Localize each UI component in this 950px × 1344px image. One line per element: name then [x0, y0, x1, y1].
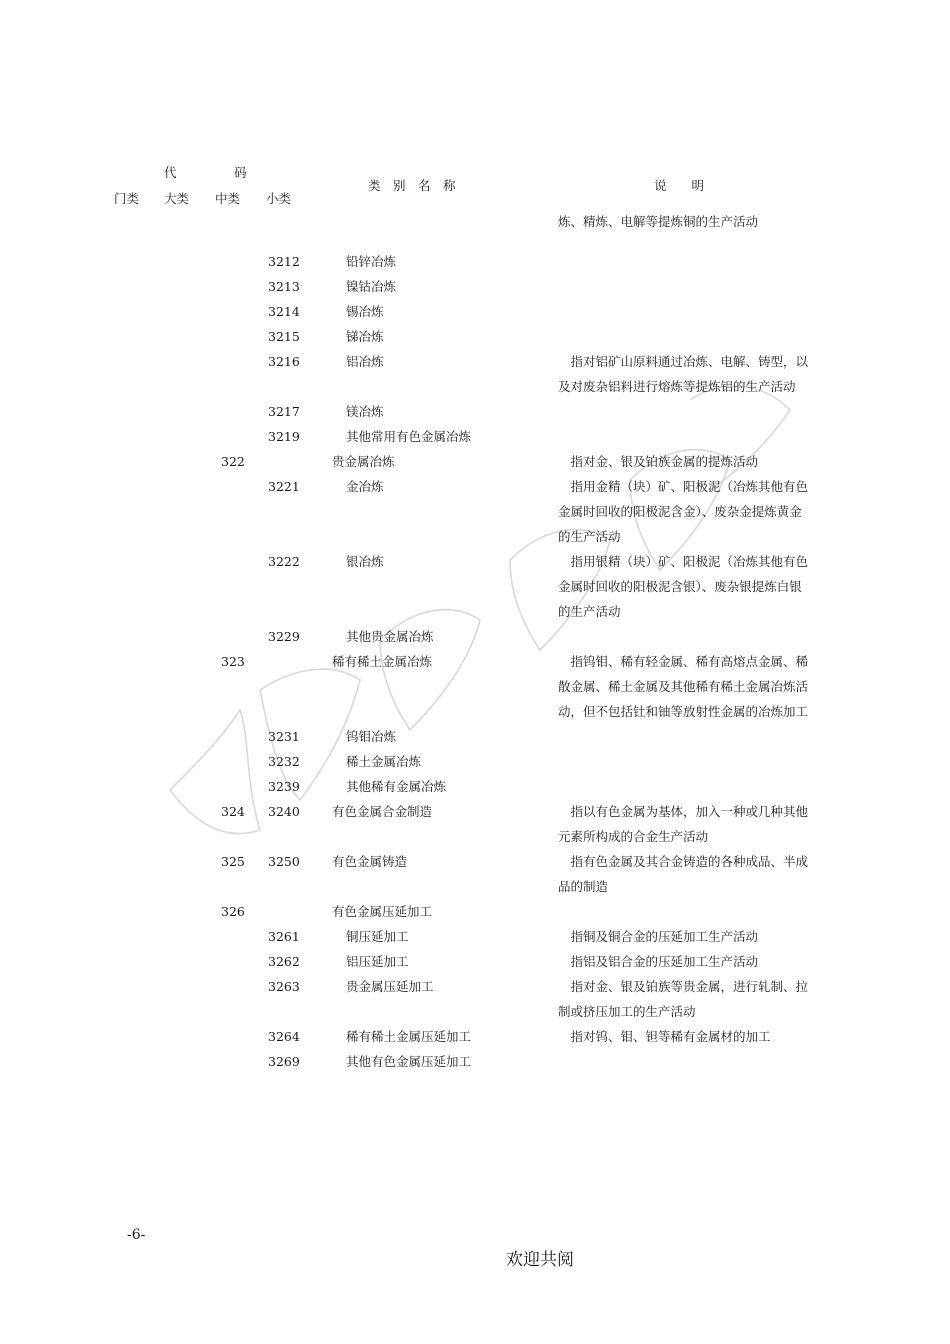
category-description [558, 449, 820, 474]
category-name: 金冶炼 [346, 479, 384, 494]
small-category-code: 3221 [268, 479, 300, 494]
small-category-code: 3212 [268, 254, 300, 269]
category-name: 稀有稀土金属压延加工 [346, 1029, 472, 1044]
category-name: 铅锌冶炼 [346, 254, 397, 269]
category-name: 其他稀有金属冶炼 [346, 779, 447, 794]
description-line: 指铜及铜合金的压延加工生产活动 [558, 929, 759, 944]
description-line: 品的制造 [558, 879, 609, 894]
description-line: 指铝及铝合金的压延加工生产活动 [558, 954, 759, 969]
description-line: 指对金、银及铂族等贵金属，进行轧制、拉 [558, 979, 809, 994]
category-name: 贵金属冶炼 [332, 454, 395, 469]
small-category-code: 3231 [268, 729, 300, 744]
category-description [558, 849, 820, 899]
table-row [0, 450, 950, 475]
description-line: 散金属、稀土金属及其他稀有稀土金属冶炼活 [558, 679, 809, 694]
category-description [558, 949, 820, 974]
small-category-code: 3264 [268, 1029, 300, 1044]
small-category-code: 3213 [268, 279, 300, 294]
mid-category-code: 322 [221, 454, 245, 469]
category-name: 铝压延加工 [346, 954, 409, 969]
description-line: 制或挤压加工的生产活动 [558, 1004, 696, 1019]
mid-category-code: 323 [221, 654, 245, 669]
category-name: 铜压延加工 [346, 929, 409, 944]
description-line: 动，但不包括钍和铀等放射性金属的冶炼加工 [558, 704, 809, 719]
description-line: 指对铝矿山原料通过冶炼、电解、铸型，以 [558, 354, 809, 369]
description-line: 指对钨、钼、钽等稀有金属材的加工 [558, 1029, 771, 1044]
category-name: 稀有稀土金属冶炼 [332, 654, 433, 669]
category-name: 钨钼冶炼 [346, 729, 397, 744]
category-name: 锡冶炼 [346, 304, 384, 319]
category-name: 有色金属压延加工 [332, 904, 433, 919]
table-row [0, 775, 950, 800]
category-description [558, 924, 820, 949]
small-category-code: 3214 [268, 304, 300, 319]
description-line: 指以有色金属为基体，加入一种或几种其他 [558, 804, 809, 819]
small-category-code: 3239 [268, 779, 300, 794]
category-name: 镁冶炼 [346, 404, 384, 419]
table-row [0, 800, 950, 844]
table-row [0, 950, 950, 975]
small-category-code: 3263 [268, 979, 300, 994]
header-description: 说 明 [654, 178, 705, 193]
category-name: 镍钴冶炼 [346, 279, 397, 294]
table-row [0, 900, 950, 925]
description-line: 及对废杂铝料进行熔炼等提炼铝的生产活动 [558, 379, 796, 394]
description-line: 元素所构成的合金生产活动 [558, 829, 709, 844]
description-line: 指用金精（块）矿、阳极泥（冶炼其他有色 [558, 479, 809, 494]
table-row [0, 625, 950, 650]
table-row [0, 975, 950, 1019]
description-line: 指钨钼、稀有轻金属、稀有高熔点金属、稀 [558, 654, 809, 669]
header-dalei: 大类 [164, 191, 190, 206]
small-category-code: 3250 [268, 854, 300, 869]
category-name: 稀土金属冶炼 [346, 754, 422, 769]
category-name: 贵金属压延加工 [346, 979, 434, 994]
description-line: 的生产活动 [558, 529, 621, 544]
category-name: 铝冶炼 [346, 354, 384, 369]
table-row [0, 425, 950, 450]
table-row [0, 300, 950, 325]
header-category-name: 类 别 名 称 [368, 178, 456, 193]
category-description [558, 974, 820, 1024]
category-name: 其他常用有色金属冶炼 [346, 429, 472, 444]
header-xiaolei: 小类 [266, 191, 292, 206]
category-name: 银冶炼 [346, 554, 384, 569]
small-category-code: 3269 [268, 1054, 300, 1069]
category-description [558, 349, 820, 399]
table-row [0, 275, 950, 300]
mid-category-code: 326 [221, 904, 245, 919]
small-category-code: 3262 [268, 954, 300, 969]
header-zhonglei: 中类 [215, 191, 241, 206]
category-name: 其他贵金属冶炼 [346, 629, 434, 644]
header-menlei: 门类 [114, 191, 140, 206]
small-category-code: 3217 [268, 404, 300, 419]
footer-welcome-text: 欢迎共阅 [506, 1250, 574, 1270]
table-row [0, 550, 950, 619]
mid-category-code: 325 [221, 854, 245, 869]
description-line: 金属时回收的阳极泥含金）、废杂金提炼黄金 [558, 504, 802, 519]
category-name: 有色金属铸造 [332, 854, 408, 869]
header-code-char-2: 码 [234, 165, 247, 180]
page-number: -6- [127, 1227, 146, 1243]
small-category-code: 3215 [268, 329, 300, 344]
small-category-code: 3216 [268, 354, 300, 369]
category-name: 锑冶炼 [346, 329, 384, 344]
category-description [558, 474, 820, 549]
table-row [0, 725, 950, 750]
table-row [0, 400, 950, 425]
small-category-code: 3261 [268, 929, 300, 944]
table-row [0, 1025, 950, 1050]
small-category-code: 3240 [268, 804, 300, 819]
category-description [558, 549, 820, 624]
table-row [0, 475, 950, 544]
small-category-code: 3222 [268, 554, 300, 569]
table-row [0, 850, 950, 894]
header-code-char-1: 代 [164, 165, 177, 180]
category-description [558, 649, 820, 724]
description-line: 指对金、银及铂族金属的提炼活动 [558, 454, 759, 469]
description-line: 的生产活动 [558, 604, 621, 619]
table-row [0, 650, 950, 719]
category-description [558, 1024, 820, 1049]
description-line: 金属时回收的阳极泥含银）、废杂银提炼白银 [558, 579, 802, 594]
table-row [0, 750, 950, 775]
table-row [0, 325, 950, 350]
carryover-description: 炼、精炼、电解等提炼铜的生产活动 [558, 214, 759, 229]
table-row [0, 350, 950, 394]
category-name: 有色金属合金制造 [332, 804, 433, 819]
small-category-code: 3229 [268, 629, 300, 644]
small-category-code: 3219 [268, 429, 300, 444]
table-row [0, 250, 950, 275]
mid-category-code: 324 [221, 804, 245, 819]
category-description [558, 799, 820, 849]
table-row [0, 1050, 950, 1075]
category-name: 其他有色金属压延加工 [346, 1054, 472, 1069]
small-category-code: 3232 [268, 754, 300, 769]
description-line: 指有色金属及其合金铸造的各种成品、半成 [558, 854, 809, 869]
description-line: 指用银精（块）矿、阳极泥（冶炼其他有色 [558, 554, 809, 569]
table-row [0, 925, 950, 950]
